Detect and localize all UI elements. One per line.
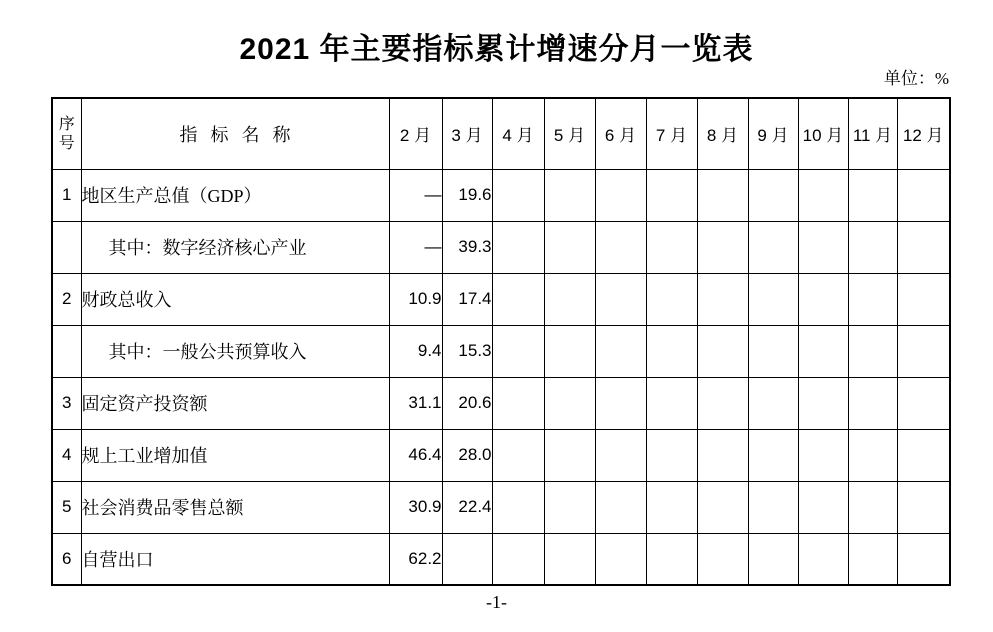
row-month-value — [798, 169, 848, 221]
row-month-value — [848, 221, 897, 273]
row-month-value — [544, 429, 595, 481]
row-month-value — [848, 325, 897, 377]
column-header-month: 7 月 — [646, 98, 697, 169]
row-month-value — [595, 221, 646, 273]
row-month-value — [798, 481, 848, 533]
row-month-value: 9.4 — [389, 325, 442, 377]
row-month-value: 15.3 — [442, 325, 492, 377]
row-month-value — [848, 481, 897, 533]
column-header-month: 10 月 — [798, 98, 848, 169]
row-seq — [52, 221, 81, 273]
table-row — [52, 325, 950, 377]
row-month-value — [697, 221, 748, 273]
table-row — [52, 429, 950, 481]
row-month-value — [748, 273, 798, 325]
row-month-value — [492, 377, 544, 429]
row-month-value — [492, 221, 544, 273]
row-seq: 3 — [52, 377, 81, 429]
row-month-value — [748, 533, 798, 585]
row-indicator-name: 固定资产投资额 — [81, 377, 389, 429]
row-month-value — [646, 273, 697, 325]
row-month-value — [897, 325, 950, 377]
table-row — [52, 169, 950, 221]
column-header-month: 12 月 — [897, 98, 950, 169]
row-month-value — [897, 377, 950, 429]
column-header-month: 8 月 — [697, 98, 748, 169]
row-month-value — [646, 429, 697, 481]
row-month-value — [595, 169, 646, 221]
row-month-value: 30.9 — [389, 481, 442, 533]
row-seq: 4 — [52, 429, 81, 481]
row-month-value — [848, 377, 897, 429]
row-month-value — [492, 325, 544, 377]
row-month-value — [492, 533, 544, 585]
row-month-value — [748, 377, 798, 429]
row-month-value — [697, 533, 748, 585]
row-month-value — [544, 325, 595, 377]
column-header-seq — [52, 98, 81, 169]
row-month-value — [848, 533, 897, 585]
table-header-row — [52, 98, 950, 169]
row-month-value — [897, 481, 950, 533]
column-header-month: 6 月 — [595, 98, 646, 169]
row-indicator-name: 其中：数字经济核心产业 — [81, 221, 389, 273]
row-month-value — [544, 481, 595, 533]
column-header-month: 4 月 — [492, 98, 544, 169]
row-month-value: 17.4 — [442, 273, 492, 325]
row-month-value — [798, 429, 848, 481]
row-month-value — [544, 169, 595, 221]
row-indicator-name: 地区生产总值（GDP） — [81, 169, 389, 221]
table-row — [52, 533, 950, 585]
row-indicator-name: 自营出口 — [81, 533, 389, 585]
row-month-value — [848, 273, 897, 325]
row-month-value: 22.4 — [442, 481, 492, 533]
row-month-value — [595, 481, 646, 533]
column-header-month: 3 月 — [442, 98, 492, 169]
table-row — [52, 273, 950, 325]
row-month-value — [544, 533, 595, 585]
row-month-value — [595, 377, 646, 429]
row-month-value — [646, 377, 697, 429]
row-seq: 6 — [52, 533, 81, 585]
row-month-value — [848, 429, 897, 481]
row-month-value — [748, 481, 798, 533]
row-month-value — [442, 533, 492, 585]
row-month-value — [697, 325, 748, 377]
row-indicator-name: 社会消费品零售总额 — [81, 481, 389, 533]
row-month-value — [544, 273, 595, 325]
row-month-value — [897, 273, 950, 325]
row-month-value — [798, 221, 848, 273]
column-header-month: 5 月 — [544, 98, 595, 169]
column-header-indicator: 指 标 名 称 — [81, 98, 389, 169]
row-seq: 2 — [52, 273, 81, 325]
indicators-table — [51, 97, 951, 586]
row-month-value: 19.6 — [442, 169, 492, 221]
row-month-value — [748, 221, 798, 273]
table-row — [52, 377, 950, 429]
row-indicator-name: 财政总收入 — [81, 273, 389, 325]
column-header-month: 9 月 — [748, 98, 798, 169]
row-indicator-name: 规上工业增加值 — [81, 429, 389, 481]
table-row — [52, 221, 950, 273]
seq-header-line1: 序 — [58, 115, 75, 133]
row-month-value — [492, 169, 544, 221]
row-month-value — [748, 169, 798, 221]
row-month-value — [595, 273, 646, 325]
row-month-value — [748, 325, 798, 377]
row-month-value — [798, 533, 848, 585]
row-month-value — [697, 481, 748, 533]
row-month-value — [646, 325, 697, 377]
column-header-month: 2 月 — [389, 98, 442, 169]
unit-label: 单位：% — [883, 69, 949, 88]
row-month-value — [544, 221, 595, 273]
row-month-value: 31.1 — [389, 377, 442, 429]
row-month-value — [897, 533, 950, 585]
row-month-value — [492, 273, 544, 325]
row-month-value — [798, 377, 848, 429]
page-title: 2021 年主要指标累计增速分月一览表 — [239, 33, 754, 66]
row-month-value — [697, 377, 748, 429]
row-month-value: 20.6 — [442, 377, 492, 429]
row-month-value — [646, 481, 697, 533]
row-seq: 5 — [52, 481, 81, 533]
row-month-value — [897, 221, 950, 273]
row-month-value: — — [389, 169, 442, 221]
column-header-month: 11 月 — [848, 98, 897, 169]
row-month-value — [646, 221, 697, 273]
row-seq: 1 — [52, 169, 81, 221]
row-month-value — [798, 325, 848, 377]
row-month-value — [798, 273, 848, 325]
row-month-value — [595, 429, 646, 481]
row-month-value — [848, 169, 897, 221]
page-number: -1- — [486, 592, 507, 612]
row-month-value — [897, 429, 950, 481]
row-month-value — [544, 377, 595, 429]
row-month-value — [697, 273, 748, 325]
row-month-value — [595, 533, 646, 585]
row-month-value: — — [389, 221, 442, 273]
row-month-value — [646, 533, 697, 585]
row-month-value: 62.2 — [389, 533, 442, 585]
row-month-value — [492, 481, 544, 533]
row-month-value — [897, 169, 950, 221]
row-month-value: 39.3 — [442, 221, 492, 273]
row-indicator-name: 其中：一般公共预算收入 — [81, 325, 389, 377]
table-row — [52, 481, 950, 533]
row-month-value: 10.9 — [389, 273, 442, 325]
row-month-value — [748, 429, 798, 481]
row-seq — [52, 325, 81, 377]
row-month-value — [492, 429, 544, 481]
row-month-value — [595, 325, 646, 377]
row-month-value: 46.4 — [389, 429, 442, 481]
row-month-value — [646, 169, 697, 221]
row-month-value — [697, 169, 748, 221]
row-month-value: 28.0 — [442, 429, 492, 481]
row-month-value — [697, 429, 748, 481]
seq-header-line2: 号 — [58, 134, 75, 152]
